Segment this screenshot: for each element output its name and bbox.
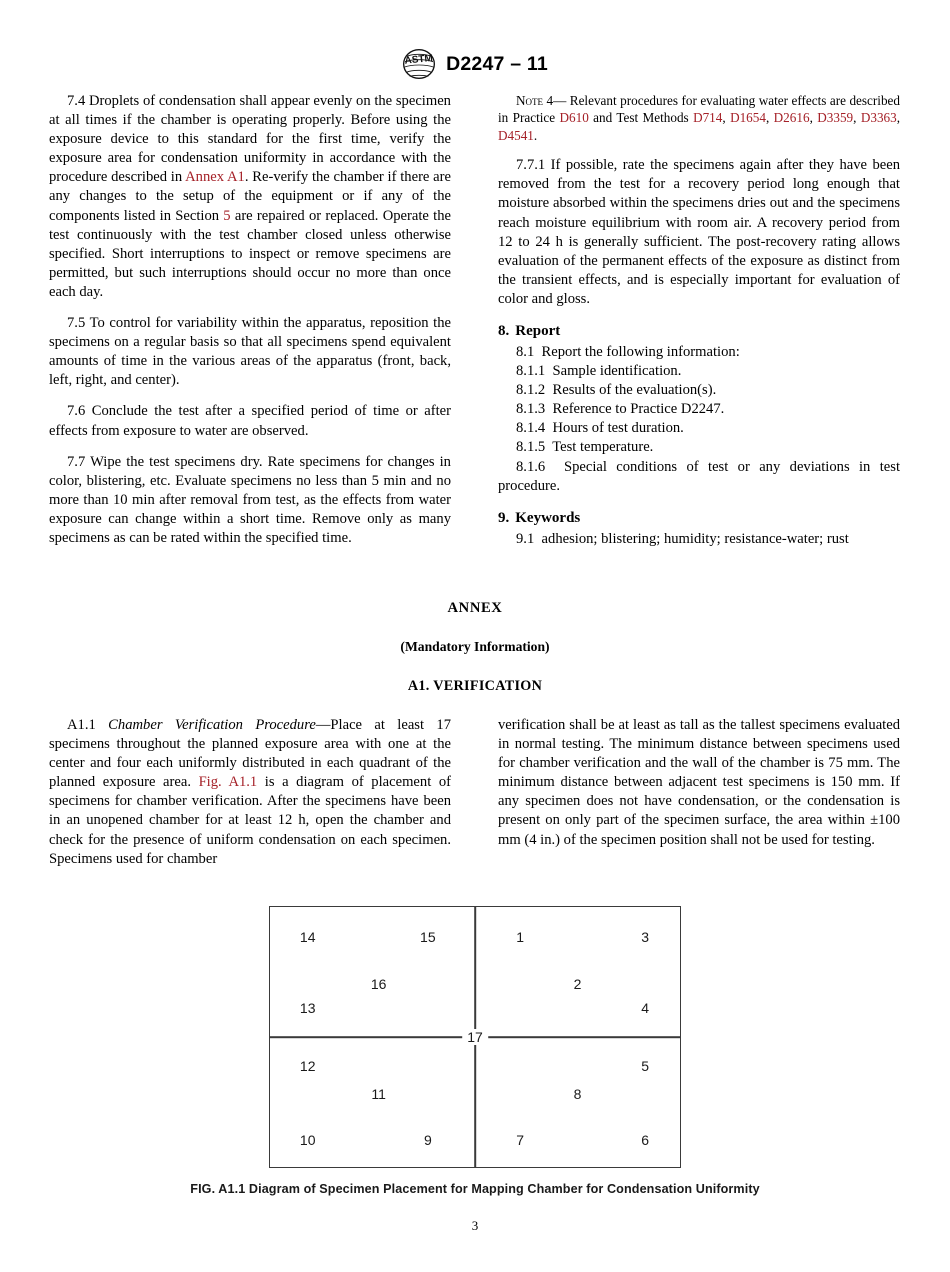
clause-number-8-1-3: 8.1.3 (516, 401, 546, 418)
annex-right-column (498, 716, 900, 869)
specimen-label-7: 7 (516, 1131, 524, 1148)
clause-number-8-1: 8.1 (516, 343, 535, 360)
link-d3359[interactable]: D3359 (817, 110, 854, 126)
annex-columns (49, 716, 901, 869)
clause-8-1 (498, 343, 900, 362)
annex-subtitle: (Mandatory Information) (400, 639, 550, 654)
clause-8-1-2 (498, 381, 900, 400)
section-number-8: 8. (498, 322, 510, 339)
specimen-label-1: 1 (516, 928, 524, 945)
link-d2616[interactable]: D2616 (773, 110, 810, 126)
clause-text-7-7-1: If possible, rate the specimens again after they have been removed from the test for a recovery period long enough that moisture absorbed within the specimens dries out and the specimens reach moisture equilibrium with room air. A recovery period from 12 to 24 h is generally sufficient. The post-recovery rating allows evaluation of the permanent effects of the exposure as distinct from the transient effects, and is especially important for evaluation of color and gloss. (498, 157, 900, 307)
clause-8-1-6 (498, 458, 900, 496)
annex-heading-block (0, 600, 950, 695)
clause-text-8-1-2: Results of the evaluation(s). (552, 382, 717, 399)
clause-9-1 (498, 530, 900, 549)
clause-text-7-4a: Droplets of condensation shall appear evenly on the specimen at all times if the chamber is operating properly. Before using the exposure device to this standard for the first time, verify the exposure area for condensation uniformity in accordance with the procedure described in (49, 93, 451, 186)
clause-title-a1-1: Chamber Verification Procedure (108, 717, 316, 733)
clause-8-1-5 (498, 438, 900, 457)
main-columns (49, 92, 901, 549)
note-text-a: Relevant procedures for evaluating water effects are described in Practice (498, 93, 900, 126)
clause-number-7-6: 7.6 (67, 403, 86, 420)
section-title-9: Keywords (515, 509, 581, 526)
link-d1654[interactable]: D1654 (730, 110, 766, 126)
link-d3363[interactable]: D3363 (860, 110, 897, 126)
note-text-b: and Test Methods (588, 110, 694, 126)
clause-text-7-4b: . Re-verify the chamber if there are any changes to the setup of the equipment or if any of the components listed in Section (49, 169, 452, 224)
note-end: . (533, 127, 538, 143)
paragraph-7-7-1 (498, 156, 900, 309)
specimen-label-2: 2 (573, 975, 582, 992)
specimen-label-13: 13 (299, 999, 316, 1016)
section-heading-9 (498, 510, 900, 527)
annex-title: ANNEX (447, 600, 503, 616)
specimen-label-10: 10 (299, 1131, 316, 1148)
clause-number-a1-1: A1.1 (67, 717, 96, 733)
paragraph-7-6 (49, 402, 451, 440)
link-d4541[interactable]: D4541 (498, 127, 534, 143)
clause-text-8-1-5: Test temperature. (552, 439, 654, 456)
clause-text-8-1-1: Sample identification. (552, 363, 682, 380)
section-title-8: Report (515, 322, 561, 339)
annex-left-column (49, 716, 451, 869)
specimen-label-11: 11 (371, 1086, 386, 1103)
specimen-label-3: 3 (641, 928, 650, 945)
clause-text-a1-1a: Place at least 17 specimens throughout the planned exposure area with one at the center and four each uniformly distributed in each quadrant of the planned exposure area. (49, 717, 451, 791)
paragraph-7-4 (49, 92, 451, 302)
clause-text-9-1: adhesion; blistering; humidity; resistance-water; rust (541, 530, 849, 547)
specimen-label-12: 12 (299, 1057, 316, 1074)
link-d610[interactable]: D610 (559, 110, 589, 126)
figure-a1-1 (0, 906, 950, 1196)
paragraph-a1-1-continued: verification shall be at least as tall as the tallest specimens evaluated in normal testing. The minimum distance between specimens used for chamber verification and the wall of the chamber is 75 mm. The minimum distance between adjacent test specimens is 150 mm. If any specimen does not have condensation, or the condensation is present on only part of the specimen surface, the area within ±100 mm (4 in.) of the specimen position shall not be used for testing. (498, 717, 900, 848)
clause-number-7-7-1: 7.7.1 (516, 157, 546, 174)
clause-number-8-1-2: 8.1.2 (516, 382, 546, 399)
link-d714[interactable]: D714 (693, 110, 723, 126)
note-dash: — (553, 93, 570, 108)
astm-logo-icon (402, 49, 436, 79)
clause-number-7-7: 7.7 (67, 453, 86, 470)
clause-text-a1-1b: is a diagram of placement of specimens for chamber verification. After the specimens have been in an unopened chamber for at least 12 h, open the chamber and check for the presence of uniform condensation on each specimen. Specimens used for chamber (49, 774, 451, 867)
link-section-5[interactable]: 5 (223, 207, 231, 224)
specimen-label-center: 17 (462, 1029, 488, 1045)
clause-number-9-1: 9.1 (516, 530, 535, 547)
specimen-label-9: 9 (423, 1131, 432, 1148)
note-4: Note 4— Relevant procedures for evaluating water effects are described in Practice D610 and Test Methods D714, D1654, D2616, D3359, D3363, D4541. (498, 93, 901, 143)
clause-text-7-7: Wipe the test specimens dry. Rate specimens for changes in color, blistering, etc. Evaluate specimens no less than 5 min and no more than 10 min after removal from test, as the effects from water exposure can change within a short time. Remove only as many specimens as can be rated within the specified time. (49, 453, 451, 546)
note-number: 4 (543, 93, 554, 108)
clause-text-8-1-3: Reference to Practice D2247. (552, 401, 725, 418)
clause-text-7-6: Conclude the test after a specified period of time or after effects from exposure to water are observed. (49, 403, 451, 439)
section-number-9: 9. (498, 509, 510, 526)
paragraph-7-5 (49, 314, 451, 390)
clause-8-1-4 (498, 419, 900, 438)
link-fig-a1-1[interactable]: Fig. A1.1 (198, 774, 258, 791)
clause-text-8-1: Report the following information: (541, 343, 740, 360)
annex-section-heading: A1. VERIFICATION (407, 678, 543, 694)
clause-number-7-4: 7.4 (67, 93, 86, 109)
clause-number-7-5: 7.5 (67, 315, 86, 332)
paragraph-a1-1 (49, 716, 451, 869)
clause-number-8-1-6: 8.1.6 (516, 458, 546, 475)
paragraph-7-7 (49, 453, 451, 548)
specimen-label-14: 14 (299, 928, 316, 945)
clause-text-8-1-4: Hours of test duration. (552, 420, 684, 437)
figure-caption: FIG. A1.1 Diagram of Specimen Placement for Mapping Chamber for Condensation Uniformity (190, 1182, 760, 1196)
clause-text-8-1-6: Special conditions of test or any deviations in test procedure. (498, 458, 901, 494)
clause-number-8-1-5: 8.1.5 (516, 439, 546, 456)
chamber-diagram (269, 906, 681, 1168)
clause-text-7-5: To control for variability within the apparatus, reposition the specimens on a regular basis so that all specimens spend equivalent amounts of time in the various areas of the apparatus (front, back, left, right, and center). (49, 315, 451, 389)
page-header (0, 44, 950, 84)
note-label: Note (516, 93, 544, 108)
specimen-label-5: 5 (641, 1057, 650, 1074)
clause-dash-a1-1: — (315, 717, 331, 733)
right-column (498, 92, 900, 549)
section-heading-8 (498, 323, 900, 340)
link-annex-a1[interactable]: Annex A1 (185, 169, 245, 186)
specimen-label-8: 8 (573, 1086, 582, 1103)
clause-text-7-4c: are repaired or replaced. Operate the test continuously with the test chamber closed unless otherwise specified. Short interruptions to inspect or remove specimens are permitted, but such interruptions should occur no more than once each day. (49, 207, 451, 300)
standard-designation: D2247 – 11 (446, 52, 548, 75)
specimen-label-15: 15 (420, 928, 436, 945)
clause-8-1-1 (498, 362, 900, 381)
clause-8-1-3 (498, 400, 900, 419)
page-number: 3 (471, 1218, 479, 1233)
clause-number-8-1-1: 8.1.1 (516, 363, 546, 380)
specimen-label-6: 6 (641, 1131, 650, 1148)
clause-number-8-1-4: 8.1.4 (516, 420, 546, 437)
specimen-label-4: 4 (641, 999, 650, 1016)
svg-text:ASTM: ASTM (404, 52, 434, 67)
specimen-label-16: 16 (370, 975, 387, 992)
left-column (49, 92, 451, 549)
